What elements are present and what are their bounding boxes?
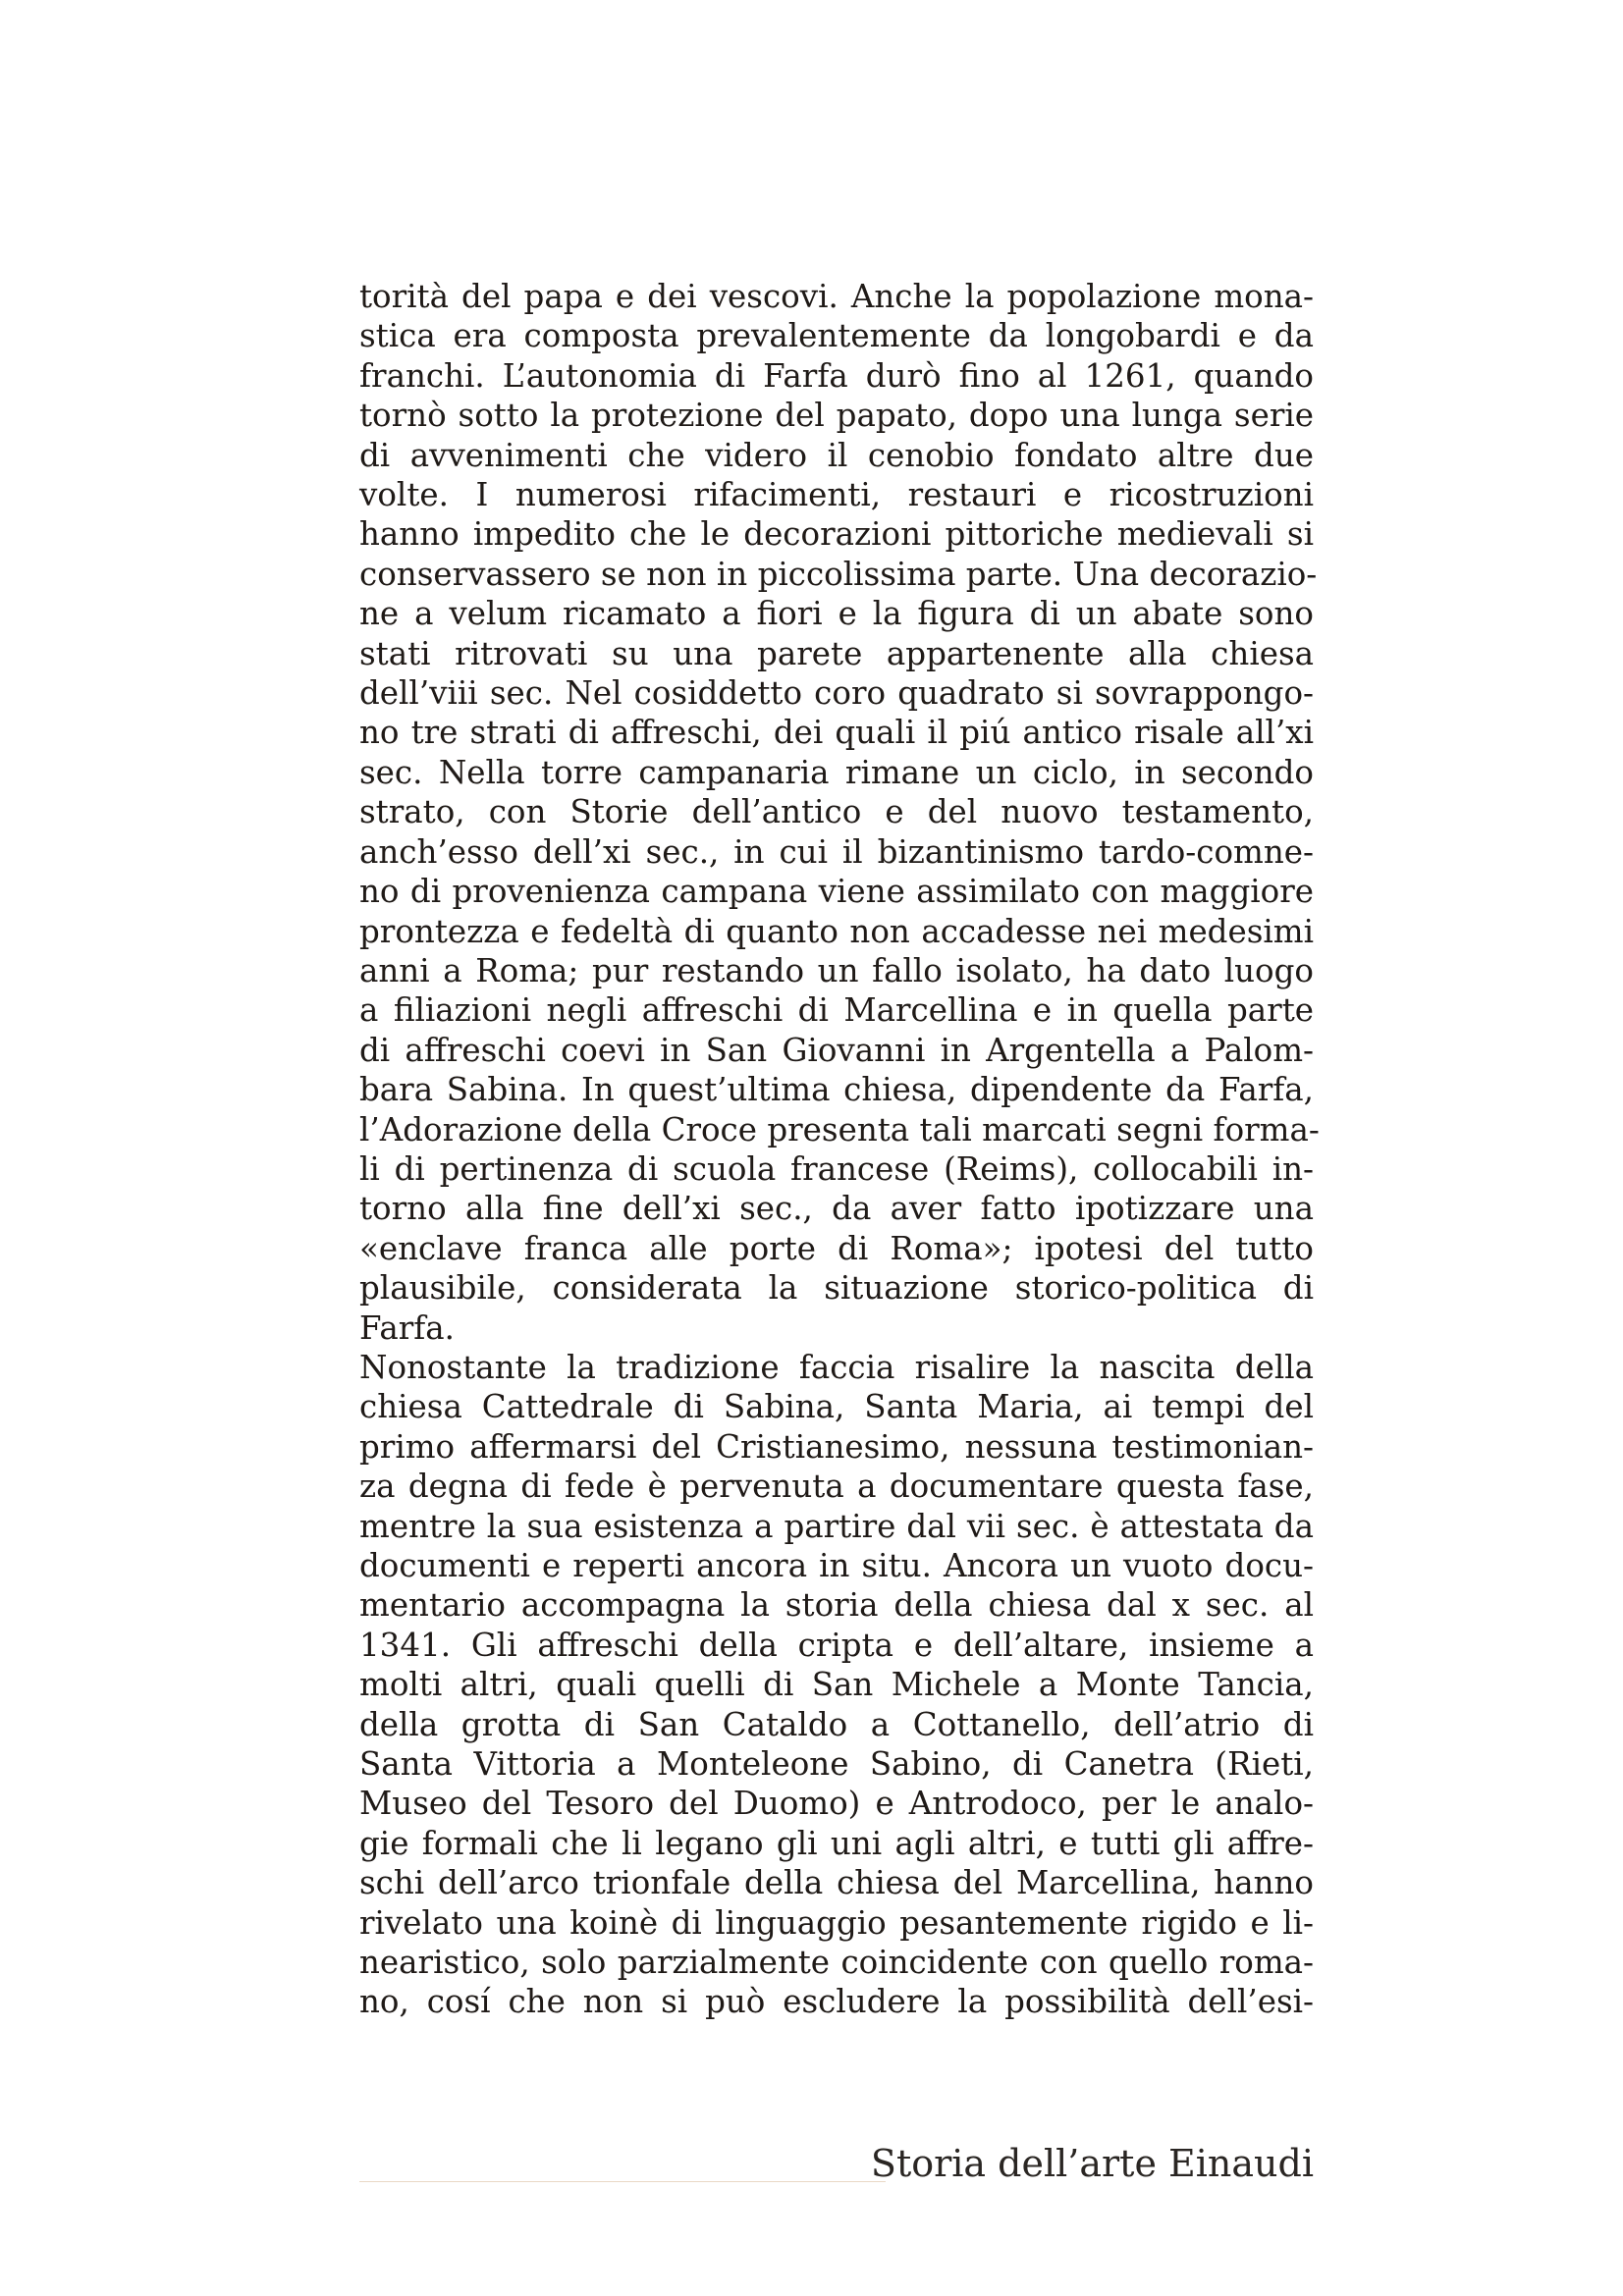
- footer-divider: [359, 2181, 886, 2182]
- text-line: di affreschi coevi in San Giovanni in Argentella a Palom-: [359, 1031, 1314, 1069]
- text-line: za degna di fede è pervenuta a documentare questa fase,: [359, 1468, 1314, 1506]
- text-line: strato, con Storie dell’antico e del nuovo testamento,: [359, 793, 1314, 831]
- text-line: 1341. Gli affreschi della cripta e dell’altare, insieme a: [359, 1626, 1314, 1664]
- text-line: hanno impedito che le decorazioni pittoriche medievali si: [359, 515, 1314, 554]
- text-line: molti altri, quali quelli di San Michele a Monte Tancia,: [359, 1666, 1314, 1704]
- text-line: ne a velum ricamato a fiori e la figura di un abate sono: [359, 595, 1314, 633]
- text-line: l’Adorazione della Croce presenta tali marcati segni forma-: [359, 1110, 1320, 1148]
- text-line: no tre strati di affreschi, dei quali il piú antico risale all’xi: [359, 714, 1314, 752]
- text-line: documenti e reperti ancora in situ. Ancora un vuoto docu-: [359, 1547, 1314, 1584]
- text-line: stica era composta prevalentemente da longobardi e da: [359, 317, 1314, 355]
- text-line: stati ritrovati su una parete appartenente alla chiesa: [359, 634, 1314, 672]
- text-line: chiesa Cattedrale di Sabina, Santa Maria, ai tempi del: [359, 1388, 1314, 1426]
- text-line: Nonostante la tradizione faccia risalire la nascita della: [359, 1348, 1314, 1386]
- text-line: nearistico, solo parzialmente coincidente con quello roma-: [359, 1944, 1314, 1982]
- series-title: Storia dell’arte Einaudi: [870, 2142, 1314, 2185]
- text-line: no di provenienza campana viene assimilato con maggiore: [359, 873, 1314, 911]
- text-line: plausibile, considerata la situazione storico-politica di: [359, 1269, 1314, 1308]
- text-line: franchi. L’autonomia di Farfa durò fino al 1261, quando: [359, 356, 1314, 395]
- text-line: dell’viii sec. Nel cosiddetto coro quadrato si sovrappongo-: [359, 674, 1314, 713]
- text-line: anni a Roma; pur restando un fallo isolato, ha dato luogo: [359, 951, 1314, 989]
- text-line: torità del papa e dei vescovi. Anche la popolazione mona-: [359, 278, 1314, 315]
- text-line: «enclave franca alle porte di Roma»; ipotesi del tutto: [359, 1229, 1314, 1267]
- text-line: Santa Vittoria a Monteleone Sabino, di Canetra (Rieti,: [359, 1745, 1314, 1784]
- text-line: primo affermarsi del Cristianesimo, nessuna testimonian-: [359, 1427, 1314, 1466]
- text-line: di avvenimenti che videro il cenobio fondato altre due: [359, 436, 1314, 474]
- text-line: mentario accompagna la storia della chiesa dal x sec. al: [359, 1586, 1314, 1625]
- paragraph-sabina: [359, 1348, 1314, 2022]
- text-line: conservassero se non in piccolissima parte. Una decorazio-: [359, 555, 1318, 593]
- text-line: prontezza e fedeltà di quanto non accadesse nei medesimi: [359, 912, 1314, 950]
- text-line: a filiazioni negli affreschi di Marcellina e in quella parte: [359, 991, 1314, 1030]
- text-line: bara Sabina. In quest’ultima chiesa, dipendente da Farfa,: [359, 1071, 1314, 1109]
- body-text: [359, 277, 1320, 2022]
- text-line: sec. Nella torre campanaria rimane un ciclo, in secondo: [359, 753, 1314, 791]
- text-line: torno alla fine dell’xi sec., da aver fatto ipotizzare una: [359, 1190, 1314, 1228]
- text-line: Museo del Tesoro del Duomo) e Antrodoco, per le analo-: [359, 1785, 1314, 1823]
- text-line: rivelato una koinè di linguaggio pesantemente rigido e li-: [359, 1903, 1314, 1942]
- text-line: tornò sotto la protezione del papato, dopo una lunga serie: [359, 397, 1314, 435]
- text-line: li di pertinenza di scuola francese (Reims), collocabili in-: [359, 1149, 1314, 1188]
- text-line: gie formali che li legano gli uni agli altri, e tutti gli affre-: [359, 1824, 1314, 1862]
- text-line: mentre la sua esistenza a partire dal vii sec. è attestata da: [359, 1507, 1314, 1545]
- text-line: della grotta di San Cataldo a Cottanello, dell’atrio di: [359, 1705, 1314, 1743]
- text-line: anch’esso dell’xi sec., in cui il bizantinismo tardo-comne-: [359, 832, 1314, 871]
- text-line: no, cosí che non si può escludere la possibilità dell’esi-: [359, 1983, 1314, 2021]
- text-line: Farfa.: [359, 1308, 455, 1347]
- text-line: schi dell’arco trionfale della chiesa del Marcellina, hanno: [359, 1864, 1314, 1902]
- paragraph-farfa: [359, 277, 1320, 1348]
- text-line: volte. I numerosi rifacimenti, restauri e ricostruzioni: [359, 476, 1314, 514]
